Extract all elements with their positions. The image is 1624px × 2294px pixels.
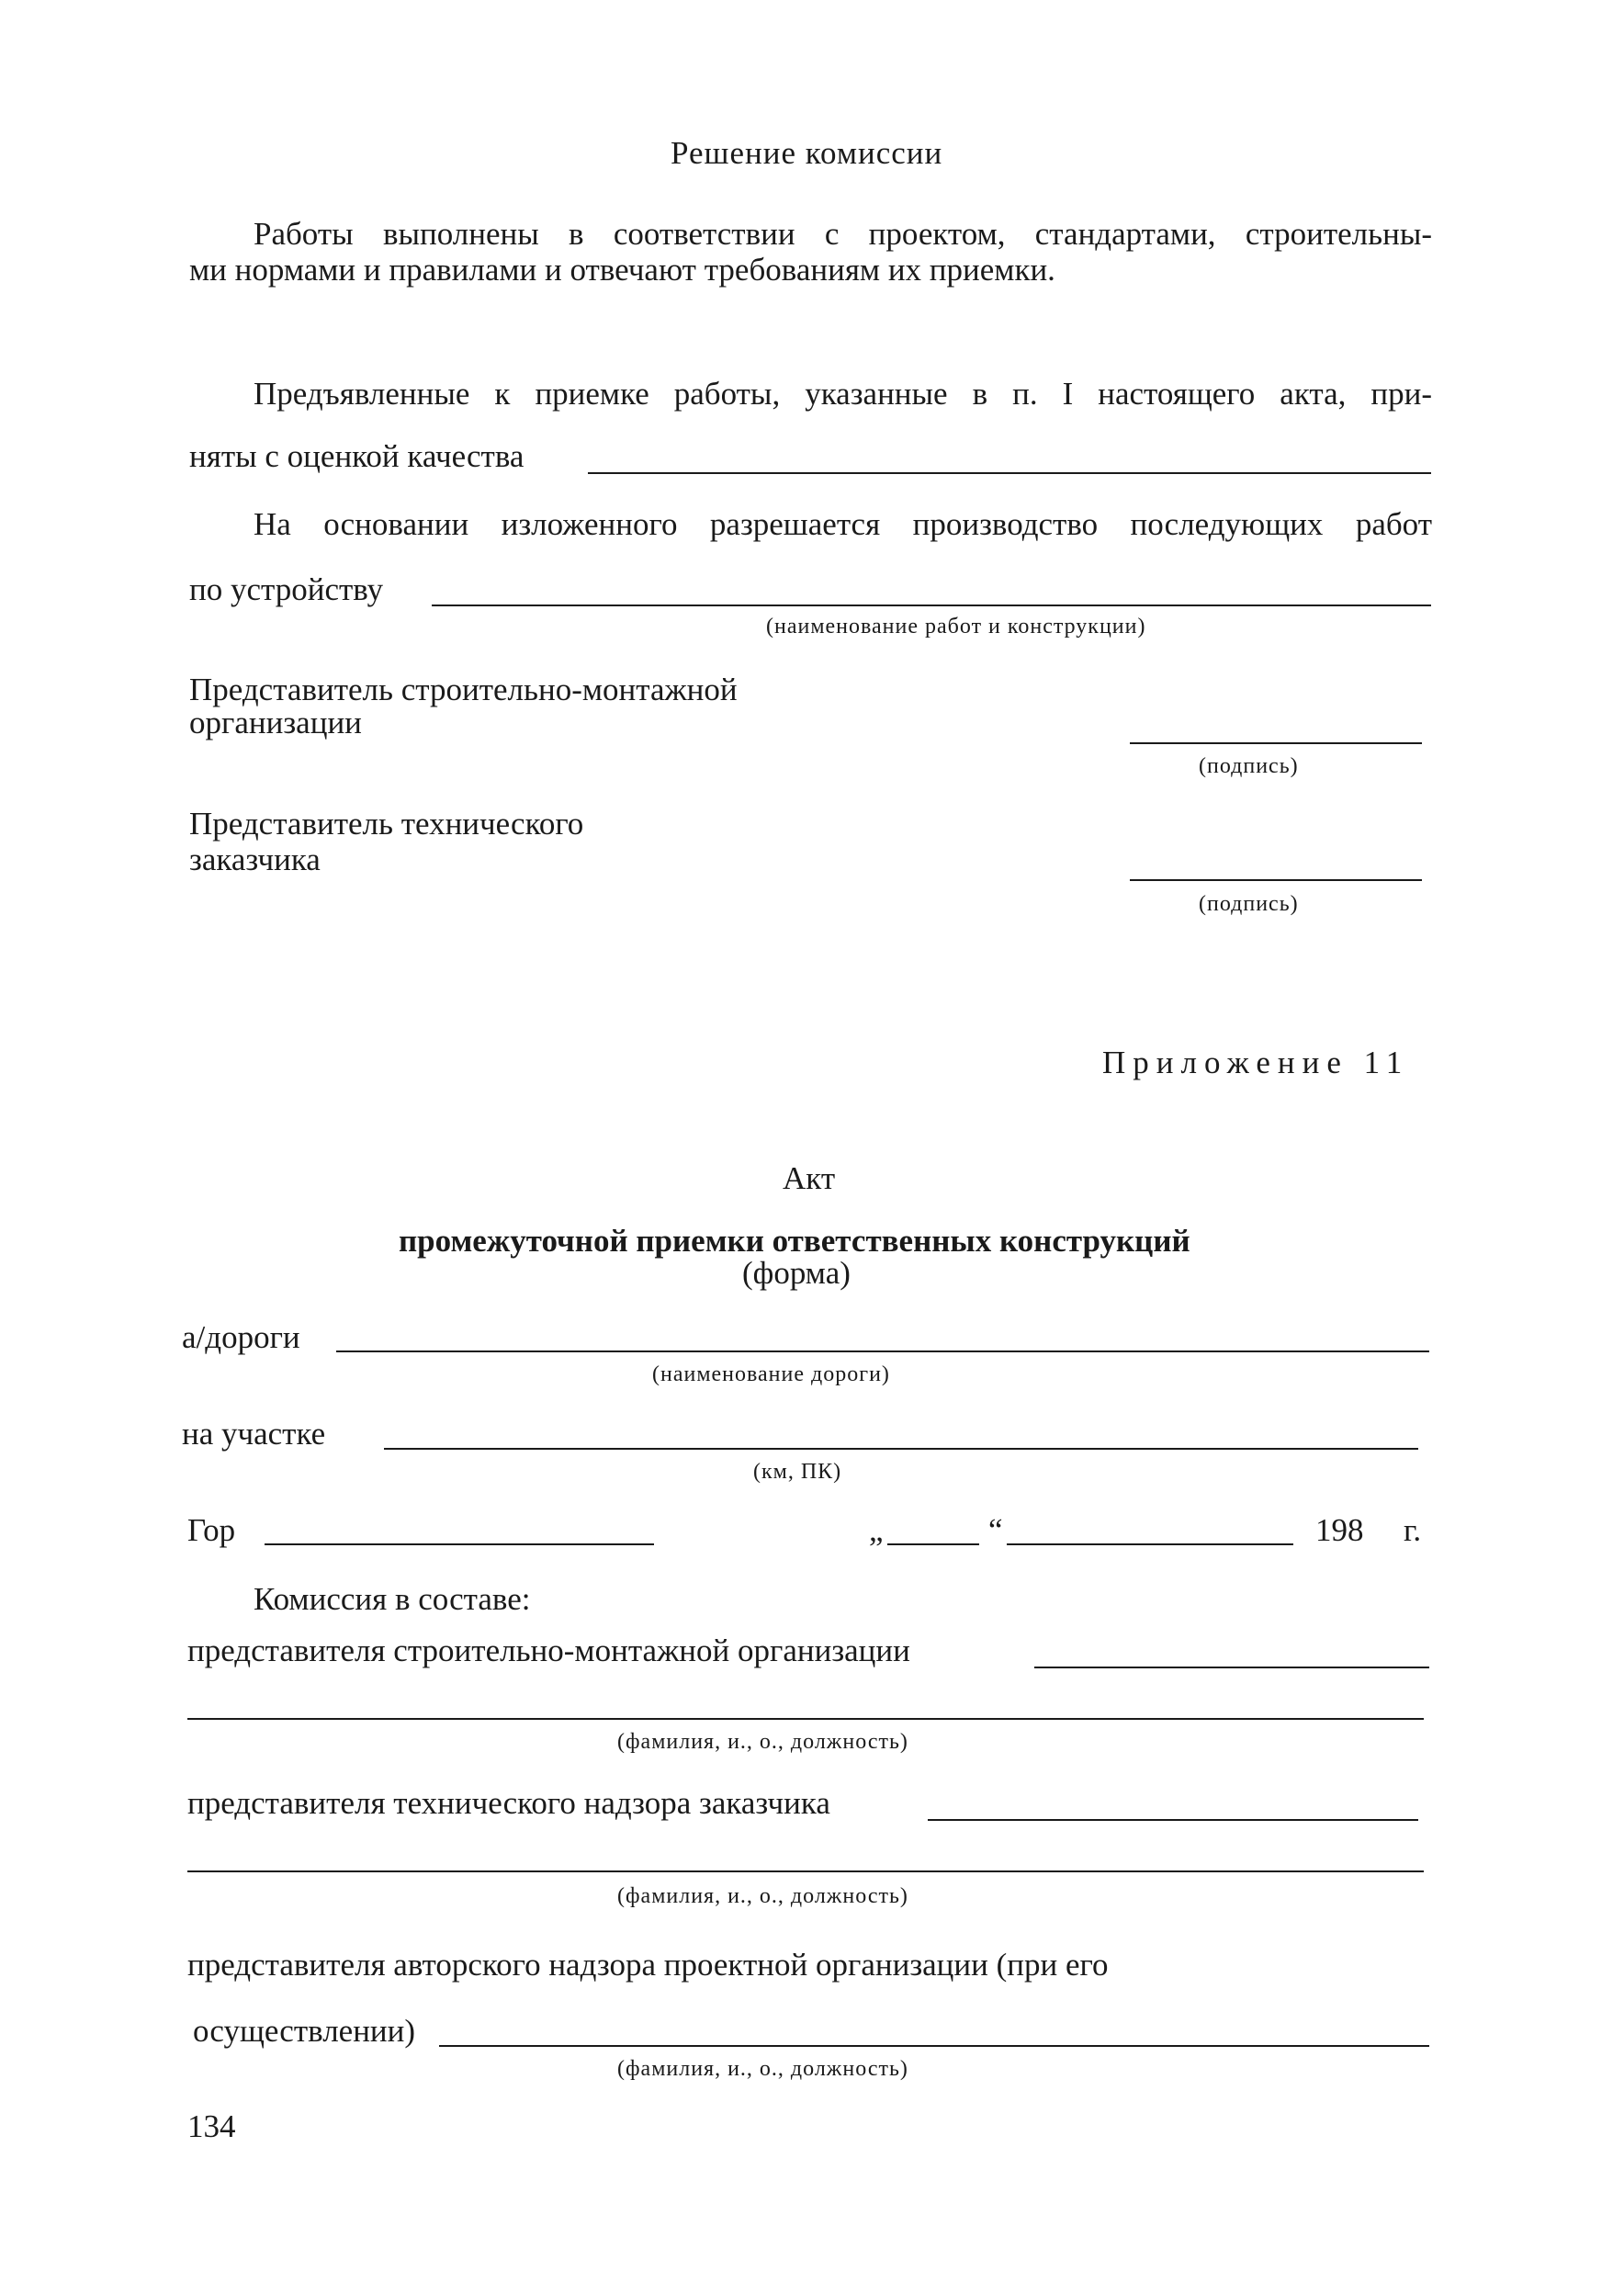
section-blank (384, 1448, 1418, 1450)
rep-author-line2: осуществлении) (193, 2013, 416, 2049)
presented-works-line1: Предъявленные к приемке работы, указанные в п. I настоящего акта, при- (254, 376, 1432, 412)
quality-assessment-blank (588, 472, 1431, 474)
day-blank (887, 1543, 979, 1545)
section-label: на участке (182, 1416, 326, 1452)
signature-caption-2: (подпись) (1199, 892, 1299, 916)
decision-paragraph-line1: Работы выполнены в соответствии с проектом, стандартами, строительны- (254, 216, 1432, 252)
appendix-label: Приложение 11 (1102, 1045, 1410, 1080)
rep-construction-blank (1034, 1667, 1429, 1668)
date-quote-open: „ (869, 1512, 884, 1548)
signature-caption-1: (подпись) (1199, 754, 1299, 778)
quality-assessment-label: няты с оценкой качества (189, 438, 524, 474)
rep-construction-line2: организации (189, 705, 362, 740)
rep-customer-line1: Представитель технического (189, 806, 584, 842)
road-name-caption: (наименование дороги) (652, 1362, 890, 1386)
rep-customer-blank (928, 1819, 1418, 1821)
basis-device-label: по устройству (189, 571, 384, 607)
rep-customer-line2: заказчика (189, 842, 321, 877)
rep-customer-caption: (фамилия, и., о., должность) (617, 1884, 908, 1908)
commission-label: Комиссия в составе: (254, 1581, 531, 1617)
rep-customer-label: представителя технического надзора заказчика (187, 1785, 830, 1821)
works-name-caption: (наименование работ и конструкции) (766, 615, 1146, 638)
rep-author-caption: (фамилия, и., о., должность) (617, 2057, 908, 2081)
city-blank (265, 1543, 654, 1545)
act-title: Акт (783, 1160, 836, 1196)
city-label: Гор (187, 1512, 236, 1548)
road-label: а/дороги (182, 1319, 300, 1355)
rep-construction-caption: (фамилия, и., о., должность) (617, 1730, 908, 1754)
works-name-blank (432, 605, 1431, 606)
section-caption: (км, ПК) (753, 1460, 842, 1484)
signature-blank-2 (1130, 879, 1422, 881)
decision-paragraph-line2: ми нормами и правилами и отвечают требованиям их приемки. (189, 252, 1055, 288)
rep-author-blank (439, 2045, 1429, 2047)
date-quote-close: “ (988, 1512, 1003, 1548)
rep-construction-label: представителя строительно-монтажной организации (187, 1633, 910, 1668)
basis-line1: На основании изложенного разрешается производство последующих работ (254, 506, 1432, 542)
signature-blank-1 (1130, 742, 1422, 744)
act-subtitle: промежуточной приемки ответственных конструкций (399, 1223, 1190, 1259)
year-label: 198 (1315, 1512, 1364, 1548)
decision-heading: Решение комиссии (671, 135, 943, 171)
rep-customer-name-blank (187, 1870, 1424, 1872)
rep-author-line1: представителя авторского надзора проектной организации (при его (187, 1947, 1109, 1983)
year-suffix: г. (1404, 1512, 1422, 1548)
act-form-label: (форма) (742, 1255, 851, 1291)
rep-construction-name-blank (187, 1718, 1424, 1720)
road-name-blank (336, 1350, 1429, 1352)
month-blank (1007, 1543, 1293, 1545)
rep-construction-line1: Представитель строительно-монтажной (189, 672, 738, 707)
page-number: 134 (187, 2108, 236, 2144)
